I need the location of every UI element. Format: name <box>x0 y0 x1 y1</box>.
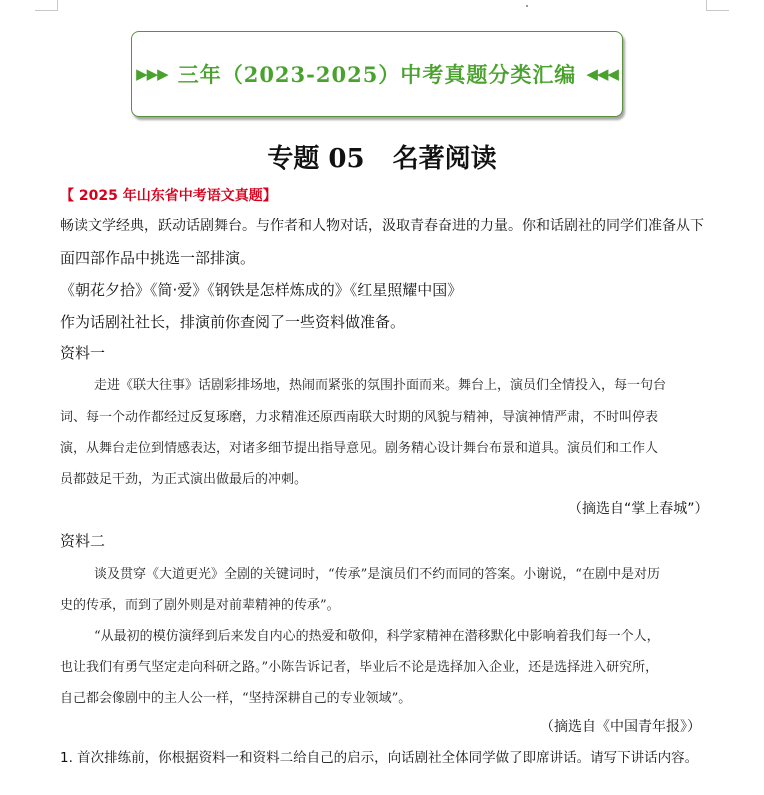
material-text-line: 也让我们有勇气坚定走向科研之路。”小陈告诉记者，毕业后不论是选择加入企业，还是选择进入研究所， <box>60 660 659 675</box>
material-heading: 资料一 <box>60 344 106 362</box>
series-title: 三年（2023-2025）中考真题分类汇编 <box>177 62 577 87</box>
page-corner-mark <box>35 0 58 11</box>
series-banner <box>131 31 623 117</box>
source-tag: 【 2025 年山东省中考语文真题】 <box>60 188 277 204</box>
book-list: 《朝花夕拾》《简·爱》《钢铁是怎样炼成的》《红星照耀中国》 <box>60 281 463 299</box>
intro-line: 面四部作品中挑选一部排演。 <box>60 249 256 267</box>
intro-line: 作为话剧社社长，排演前你查阅了一些资料做准备。 <box>60 313 406 331</box>
material-text-line: “从最初的模仿演绎到后来发自内心的热爱和敬仰，科学家精神在潜移默化中影响着我们每一个人， <box>94 629 660 644</box>
material-citation: （摘选自《中国青年报》） <box>540 719 701 735</box>
stray-dot <box>526 5 528 7</box>
right-arrows-icon: ▶▶▶ <box>136 65 168 83</box>
material-text-line: 谈及贯穿《大道更光》全剧的关键词时，“传承”是演员们不约而同的答案。小谢说，“在剧中是对历 <box>94 567 660 582</box>
page-corner-mark <box>706 0 729 11</box>
material-text-line: 词、每一个动作都经过反复琢磨，力求精准还原西南联大时期的风貌与精神，导演神情严肃，不时叫停表 <box>60 410 659 425</box>
topic-name: 名著阅读 <box>392 144 497 174</box>
topic-number: 专题 05 <box>267 144 365 174</box>
left-arrows-icon: ◀◀◀ <box>586 65 618 83</box>
page-title <box>0 138 764 175</box>
intro-line: 畅读文学经典，跃动话剧舞台。与作者和人物对话，汲取青春奋进的力量。你和话剧社的同学们准备从下 <box>60 218 704 234</box>
material-citation: （摘选自“掌上春城”） <box>568 501 709 517</box>
material-text-line: 自己都会像剧中的主人公一样，“坚持深耕自己的专业领域”。 <box>60 691 412 706</box>
material-text-line: 演，从舞台走位到情感表达，对诸多细节提出指导意见。剧务精心设计舞台布景和道具。演员们和工作人 <box>60 441 659 456</box>
material-heading: 资料二 <box>60 532 106 550</box>
question-text: 1. 首次排练前，你根据资料一和资料二给自己的启示，向话剧社全体同学做了即席讲话。请写下讲话内容。 <box>60 750 699 766</box>
material-text-line: 走进《联大往事》话剧彩排场地，热闹而紧张的氛围扑面而来。舞台上，演员们全情投入，每一句台 <box>94 378 667 393</box>
material-text-line: 员都鼓足干劲，为正式演出做最后的冲刺。 <box>60 472 308 487</box>
material-text-line: 史的传承，而到了剧外则是对前辈精神的传承”。 <box>60 598 340 613</box>
